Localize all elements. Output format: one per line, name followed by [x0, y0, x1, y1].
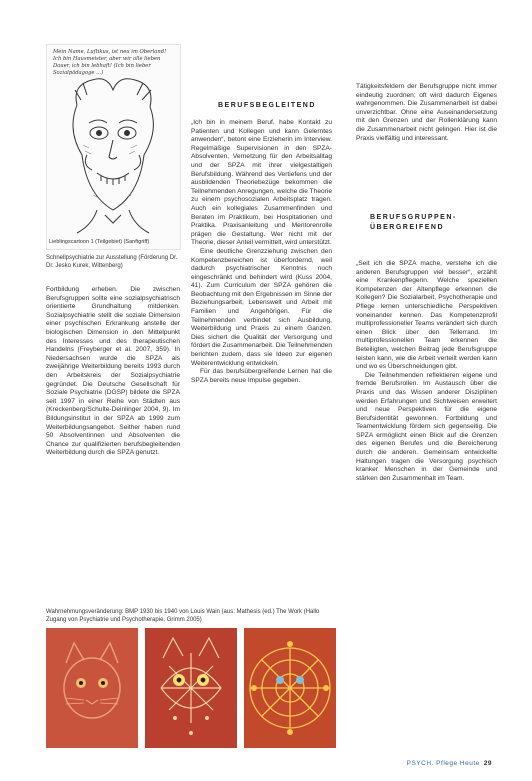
- cat-painting-3: [244, 628, 336, 748]
- column-3-text: [356, 260, 497, 483]
- paragraph: „Seit ich die SPZA mache, verstehe ich die anderen Berufsgruppen viel besser“, erzählt eine Krankenpflegerin. Welche speziellen Kompetenzen der Altenpflege erkennen die Kollegen? Die Sozialarbeit, Psychotherapie und Pflege lernen unterschiedliche Perspektiven voneinander kennen. Das Kompetenzprofil multiprofessioneller Teams verändert sich durch einen Blick über den Tellerrand. Im multiprofessionellen Team erkennen die Beteiligten, welchen Beitrag jede Berufsgruppe leisten kann, wie die Arbeit verteilt werden kann und wo es Überschneidungen gibt.: [356, 260, 497, 371]
- page-number: 29: [483, 760, 492, 767]
- journal-name: PSYCH. Pflege Heute: [406, 760, 480, 767]
- section-heading-berufsgruppenuebergreifend: BERUFSGRUPPEN-ÜBERGREIFEND: [370, 214, 457, 231]
- paragraph: Für das berufsübergreifende Lernen hat die SPZA bereits neue Impulse gegeben.: [191, 368, 332, 384]
- column-3-top-text: [356, 83, 497, 143]
- column-1-text: [46, 286, 180, 458]
- paragraph: „Ich bin in meinem Beruf, habe Kontakt zu Patienten und Kollegen und kann Gelerntes anwenden“, betont eine Erzieherin im Interview. Regelmäßige Supervisionen in den SPZA-Absolventen, Vernetzung für den Arbeitsalltag und der SPZA mit ihrer vielgestaltigen Berufsbildung. Während des Vertiefens und der ausbildenden Theoriebezüge bekommen die Teilnehmenden Anregungen, welche die Theorie zu einem psychosozialen Arbeitsplatz tragen. Auch ein kollegiales Zusammenfinden und Beraten im Praktikum, bei Hospitationen und Praktika. Praxisanleitung und Mentorenrolle prägen die Gestaltung. Wer nicht mit der Theorie, dieser Anteil vermittelt, wird unterstützt.: [191, 119, 333, 247]
- paragraph: Die Teilnehmenden reflektieren eigene und fremde Berufsrollen. Im Austausch über die Praxis und das Wissen anderer Disziplinen werden Erfahrungen und Sichtweisen erweitert und neue Perspektiven für die eigene Berufsidentität gewonnen. Fortbildung und Teamentwicklung fördern sich gegenseitig. Die SPZA ermöglicht einen Blick auf die Grenzen des eigenen Berufes und die Bereicherung durch die anderen. Gemeinsam entwickelte Haltungen tragen die Versorgung psychisch kranker Menschen in der Gemeinde und stärken den Zusammenhalt im Team.: [356, 371, 497, 482]
- cat-painting-series: [46, 628, 336, 748]
- cat-painting-1: [46, 628, 138, 748]
- page-footer: [407, 760, 492, 767]
- paragraph: Fortbildung erheben. Die zwischen Berufsgruppen sollte eine sozialpsychiatrisch orientierte Grundhaltung mitdenken. Sozialpsychiatrie stellt die soziale Dimension einer psychischen Erkrankung anstelle der biologischen Dimension in den Mittelpunkt des Interesses und des therapeutischen Handelns (Freyberger et al. 2007, 359). In Niedersachsen wurde die SPZA als zweijährige Weiterbildung bereits 1993 durch den Arbeitskreis der Sozialpsychiatrie gegründet. Die Deutsche Gesellschaft für Soziale Psychiatrie (DGSP) bildete die SPZA seit 1997 in einer Reihe von Städten aus (Kreckenberg/Schulte-Deinlinger 2004, 9). Im Bildungsinstitut in der SPZA ab 1999 zum Weiterbildungsangebot. Seither haben rund 50 Absolventinnen und Absolventen die Chance zur qualifizierten berufsbegleitenden Weiterbildung durch die SPZA genutzt.: [46, 286, 180, 457]
- figure-credit: Schnellpsychiatrie zur Ausstellung (Förderung Dr. Dr. Jesko Kurek, Wittenberg): [46, 255, 178, 269]
- paragraph: Eine deutliche Grenzziehung zwischen den Kompetenzbereichen ist überfordernd, weil dadurch psychiatrischer Kenntnis noch eingeschränkt und behindert wird (Kuss 2004, 41). Zum Curriculum der SPZA gehören die Beobachtung mit den Ergebnissen im Sinne der Beziehungsarbeit, Lebenswelt und Arbeit mit Familien und Angehörigen. Für die Teilnehmenden verbindet sich Ausbildung, Weiterbildung und Praxis zu einem Ganzen. Dies sichert die Qualität der Versorgung und fördert die Zusammenarbeit. Die Teilnehmenden berichten zudem, dass sie Ideen zur eigenen Weiterentwicklung entwickeln.: [191, 247, 332, 367]
- cartoon-caption: Lieblingscartoon 1 (Teilgebiet) (Sanftgriff): [49, 239, 150, 245]
- column-2-text: [191, 119, 332, 385]
- section-heading-berufsbegleitend: BERUFSBEGLEITEND: [218, 102, 316, 109]
- paragraph: Tätigkeitsfeldern der Berufsgruppe nicht immer eindeutig zuordnen; oft wird dadurch Eigenes wahrgenommen. Die Zusammenarbeit ist dabei unverzichtbar. Ohne eine Auseinandersetzung mit den Grenzen und der Rollenklärung kann die Zusammenarbeit nicht gelingen. Hier ist die Praxis vielfältig und interessant.: [356, 83, 497, 142]
- cartoon-speech-text: Mein Name, Luftikus, ist neu im Oberland! Ich bin Hausmeister, aber wir alle lieben Dauer, ich bin lebhaft! (Ich bin lieber Sozialpädagoge ...): [53, 49, 167, 76]
- cat-painting-2: [145, 628, 237, 748]
- cartoon-figure: [46, 44, 181, 250]
- cat-series-caption: Wahrnehmungsveränderung: BMP 1930 bis 1940 von Louis Wain (aus: Mathesis (ed.) The Work (Hallo Zugang von Psychiatrie und Psychotherapie, Grimm 2005): [46, 609, 320, 623]
